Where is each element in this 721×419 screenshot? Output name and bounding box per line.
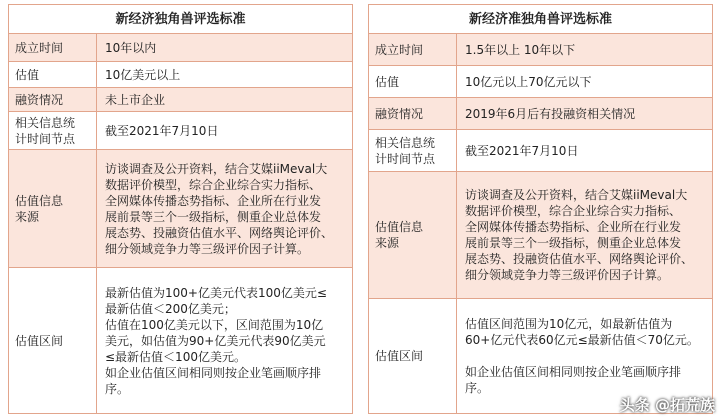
table-row	[369, 172, 712, 299]
left-table-title: 新经济独角兽评选标准	[9, 5, 352, 34]
row-label: 融资情况	[9, 88, 97, 111]
right-standards-table	[368, 4, 713, 414]
row-label: 估值区间	[369, 299, 457, 413]
row-label: 估值信息 来源	[9, 150, 97, 267]
right-table-title: 新经济准独角兽评选标准	[369, 5, 712, 34]
watermark: 头条 @拓荒族	[619, 396, 715, 414]
row-label: 相关信息统 计时间节点	[369, 130, 457, 171]
row-value: 估值区间范围为10亿元，如最新估值为 60+亿元代表60亿元≤最新估值＜70亿元。 如企业估值区间相同则按企业笔画顺序排 序。	[465, 317, 699, 395]
row-value: 2019年6月后有投融资相关情况	[465, 106, 636, 121]
row-value: 1.5年以上 10年以下	[465, 42, 576, 57]
left-standards-table	[8, 4, 353, 414]
table-row	[369, 66, 712, 98]
row-label: 估值区间	[9, 268, 97, 413]
row-value: 10年以内	[105, 40, 157, 55]
table-row	[9, 112, 352, 150]
row-value: 截至2021年7月10日	[465, 143, 579, 158]
row-label: 成立时间	[369, 34, 457, 65]
row-label: 估值	[9, 62, 97, 87]
row-value: 访谈调查及公开资料，结合艾媒iiMeval大 数据评价模型，综合企业综合实力指标、 全网媒体传播态势指标、企业所在行业发 展前景等三个一级指标，侧重企业总体发 展态势、投融资估值水平、网络舆论评价、 细分领域竞争力等三级评价因子计算。	[105, 161, 334, 256]
row-label: 融资情况	[369, 98, 457, 129]
row-label: 估值	[369, 66, 457, 97]
table-row	[369, 34, 712, 66]
row-label: 相关信息统 计时间节点	[9, 112, 97, 149]
table-row	[9, 62, 352, 88]
row-value: 未上市企业	[105, 92, 166, 107]
row-label: 成立时间	[9, 34, 97, 61]
row-value: 访谈调查及公开资料，结合艾媒iiMeval大 数据评价模型，综合企业综合实力指标、 全网媒体传播态势指标、企业所在行业发 展前景等三个一级指标，侧重企业总体发 展态势、投融资估值水平、网络舆论评价、 细分领域竞争力等三级评价因子计算。	[465, 188, 694, 282]
row-value: 10亿美元以上	[105, 67, 181, 82]
table-row	[9, 88, 352, 112]
table-row	[369, 98, 712, 130]
row-value: 最新估值为100+亿美元代表100亿美元≤ 最新估值＜200亿美元； 估值在100亿美元以下，区间范围为10亿 美元，如估值为90+亿美元代表90亿美元 ≤最新估值＜100亿美元。 如企业估值区间相同则按企业笔画顺序排 序。	[105, 285, 327, 396]
table-row	[9, 34, 352, 62]
table-row	[9, 268, 352, 413]
row-value: 截至2021年7月10日	[105, 123, 219, 138]
row-label: 估值信息 来源	[369, 172, 457, 298]
row-value: 10亿元以上70亿元以下	[465, 74, 592, 89]
table-row	[369, 130, 712, 172]
table-row	[9, 150, 352, 268]
